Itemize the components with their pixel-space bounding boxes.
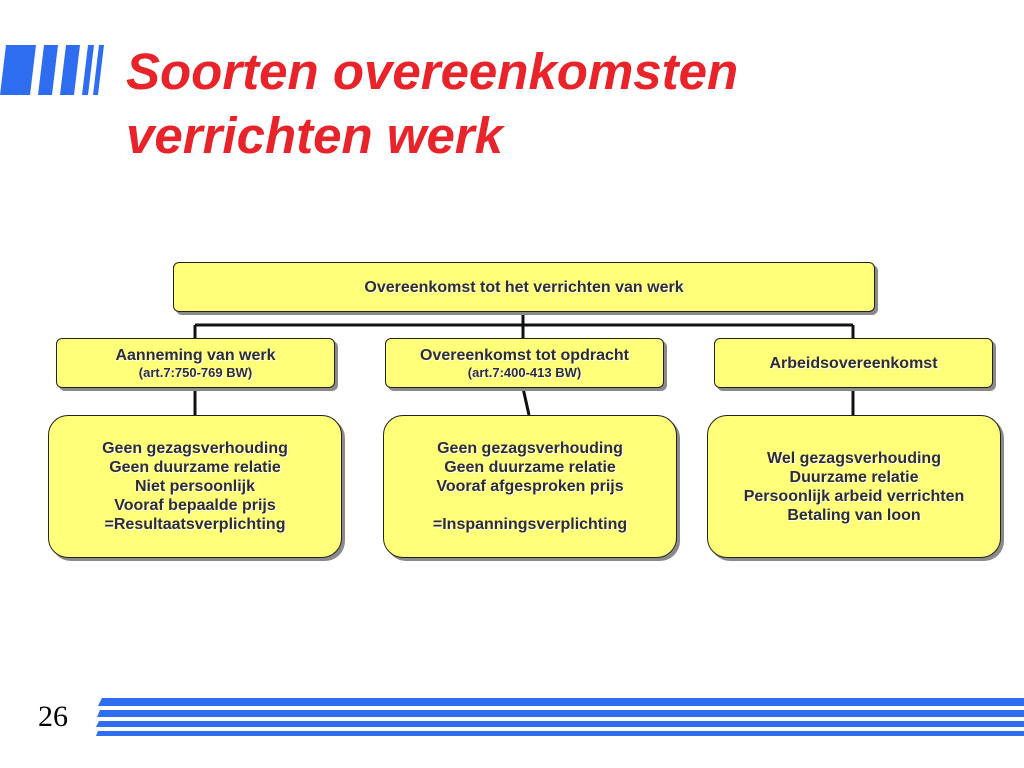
detail-line: Geen duurzame relatie [444,459,616,476]
page-number: 26 [38,700,68,733]
footer-bars-decoration [96,698,1024,740]
detail-line: Betaling van loon [787,506,921,524]
detail-line: Niet persoonlijk [134,478,256,495]
detail-line: Duurzame relatie [789,468,919,486]
slide-title [126,40,738,168]
title-line-2: verrichten werk [126,107,504,164]
type-node-article: (art.7:750-769 BW) [138,365,253,380]
type-node-opdracht [385,338,664,388]
detail-line: Wel gezagsverhouding [767,449,941,467]
type-node-label: Arbeidsovereenkomst [769,354,938,372]
type-node-label: Aanneming van werk [115,347,276,364]
logo-bars-decoration [0,45,104,95]
type-node-label: Overeenkomst tot opdracht [420,347,629,364]
root-node-label: Overeenkomst tot het verrichten van werk [364,278,684,296]
detail-line: =Inspanningsverplichting [432,516,628,533]
detail-line: Geen gezagsverhouding [102,440,288,457]
type-node-article: (art.7:400-413 BW) [467,365,582,380]
detail-node-aanneming [48,415,342,558]
detail-line: Persoonlijk arbeid verrichten [743,487,965,505]
detail-line: =Resultaatsverplichting [104,516,286,533]
detail-line: Geen gezagsverhouding [437,440,623,457]
detail-line: Vooraf bepaalde prijs [114,497,276,514]
detail-node-opdracht [383,415,677,558]
root-node [173,262,875,312]
type-node-aanneming [56,338,335,388]
detail-node-arbeidsovereenkomst [707,415,1001,558]
detail-line: Geen duurzame relatie [109,459,281,476]
title-line-1: Soorten overeenkomsten [126,43,739,100]
detail-line: Vooraf afgesproken prijs [436,478,624,495]
type-node-arbeidsovereenkomst [714,338,993,388]
